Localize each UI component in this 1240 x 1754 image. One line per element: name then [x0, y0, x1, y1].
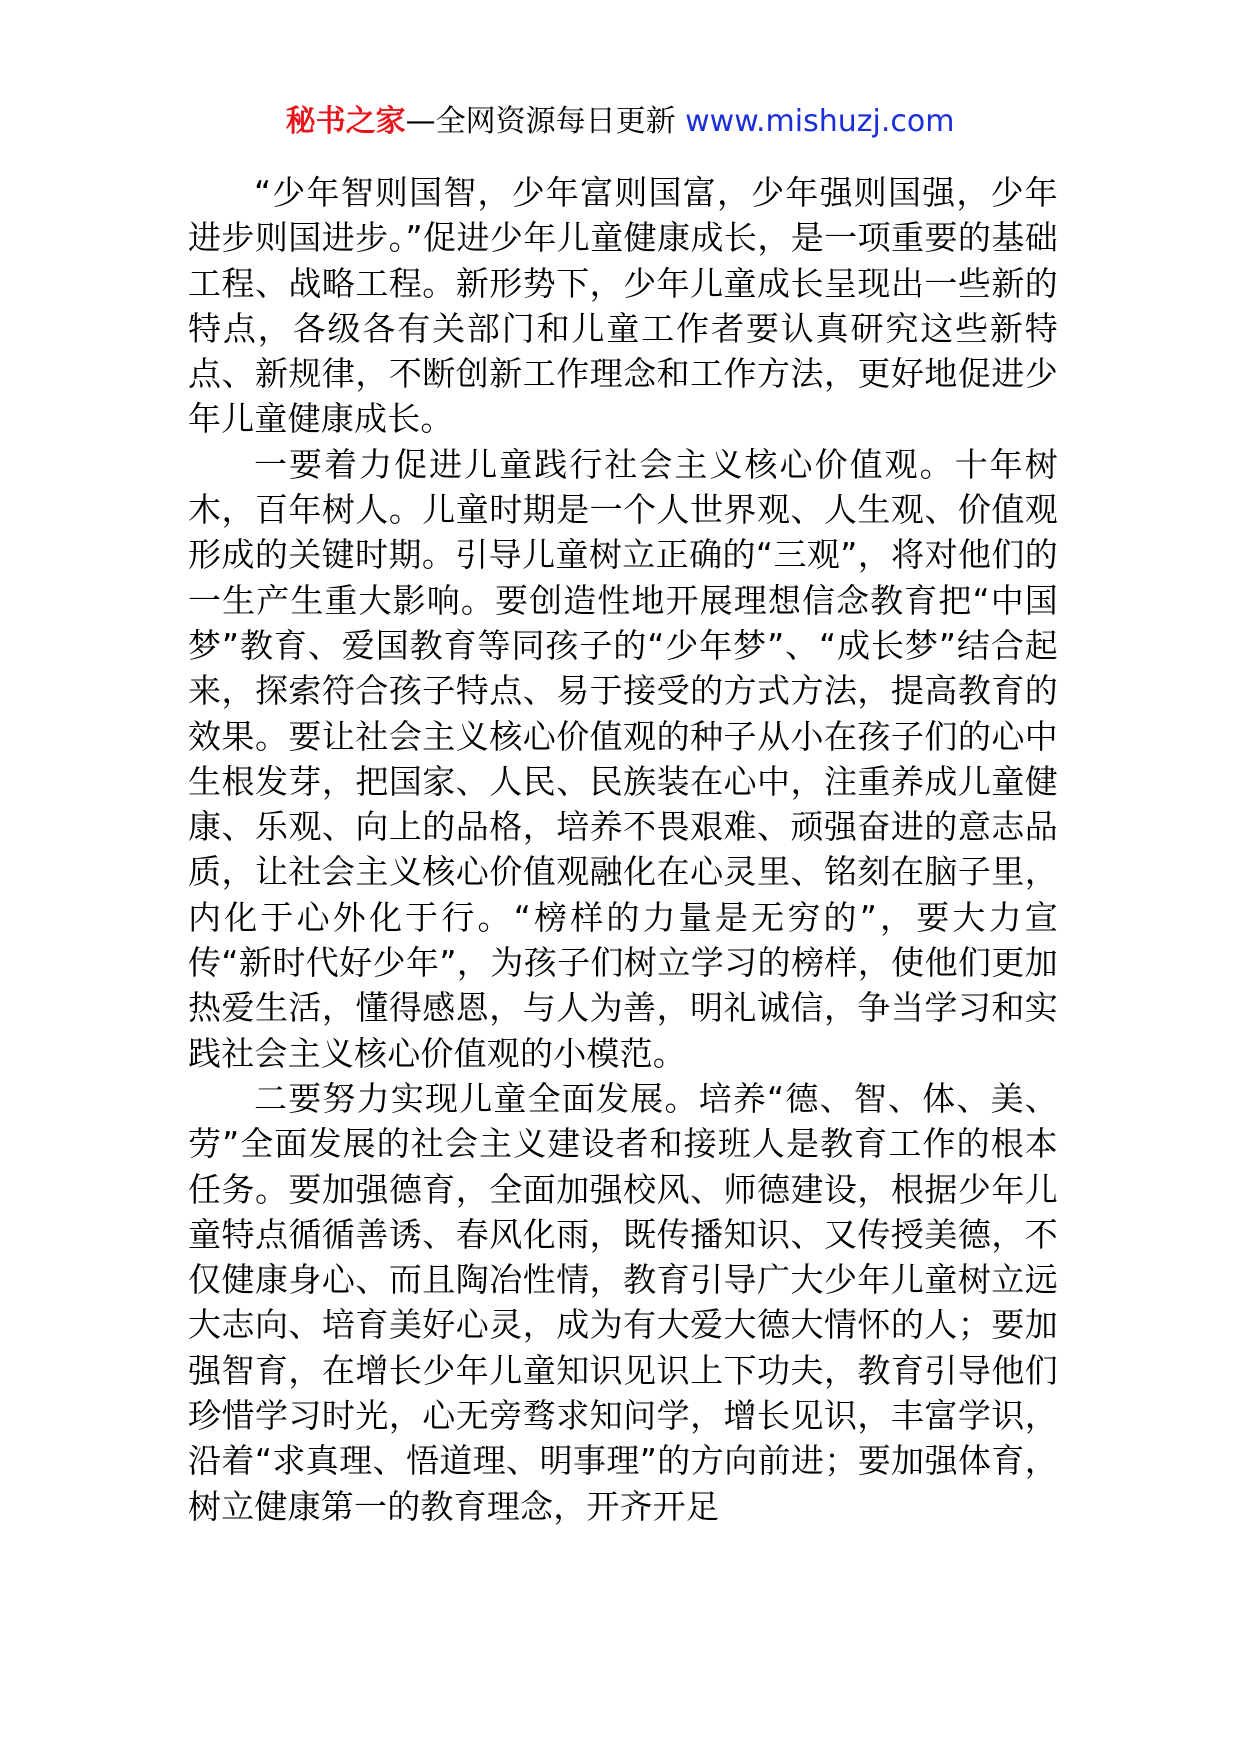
brand-name: 秘书之家 [285, 104, 406, 139]
paragraph-intro: “少年智则国智，少年富则国富，少年强则国强，少年进步则国进步。”促进少年儿童健康成长，是一项重要的基础工程、战略工程。新形势下，少年儿童成长呈现出一些新的特点，各级各有关部门和儿童工作者要认真研究这些新特点、新规律，不断创新工作理念和工作方法，更好地促进少年儿童健康成长。 [188, 173, 1058, 439]
site-url-link[interactable]: www.mishuzj.com [685, 104, 955, 139]
paragraph-core-values: 一要着力促进儿童践行社会主义核心价值观。十年树木，百年树人。儿童时期是一个人世界观、人生观、价值观形成的关键时期。引导儿童树立正确的“三观”，将对他们的一生产生重大影响。要创造性地开展理想信念教育把“中国梦”教育、爱国教育等同孩子的“少年梦”、“成长梦”结合起来，探索符合孩子特点、易于接受的方式方法，提高教育的效果。要让社会主义核心价值观的种子从小在孩子们的心中生根发芽，把国家、人民、民族装在心中，注重养成儿童健康、乐观、向上的品格，培养不畏艰难、顽强奋进的意志品质，让社会主义核心价值观融化在心灵里、铭刻在脑子里，内化于心外化于行。“榜样的力量是无穷的”，要大力宣传“新时代好少年”，为孩子们树立学习的榜样，使他们更加热爱生活，懂得感恩，与人为善，明礼诚信，争当学习和实践社会主义核心价值观的小模范。 [188, 444, 1058, 1073]
header-tagline: —全网资源每日更新 [405, 104, 686, 139]
page-header [0, 100, 1240, 144]
article-body [188, 170, 1058, 1529]
paragraph-all-round-development: 二要努力实现儿童全面发展。培养“德、智、体、美、劳”全面发展的社会主义建设者和接班人是教育工作的根本任务。要加强德育，全面加强校风、师德建设，根据少年儿童特点循循善诱、春风化雨，既传播知识、又传授美德，不仅健康身心、而且陶冶性情，教育引导广大少年儿童树立远大志向、培育美好心灵，成为有大爱大德大情怀的人；要加强智育，在增长少年儿童知识见识上下功夫，教育引导他们珍惜学习时光，心无旁骛求知问学，增长见识，丰富学识，沿着“求真理、悟道理、明事理”的方向前进；要加强体育，树立健康第一的教育理念，开齐开足 [188, 1078, 1058, 1526]
